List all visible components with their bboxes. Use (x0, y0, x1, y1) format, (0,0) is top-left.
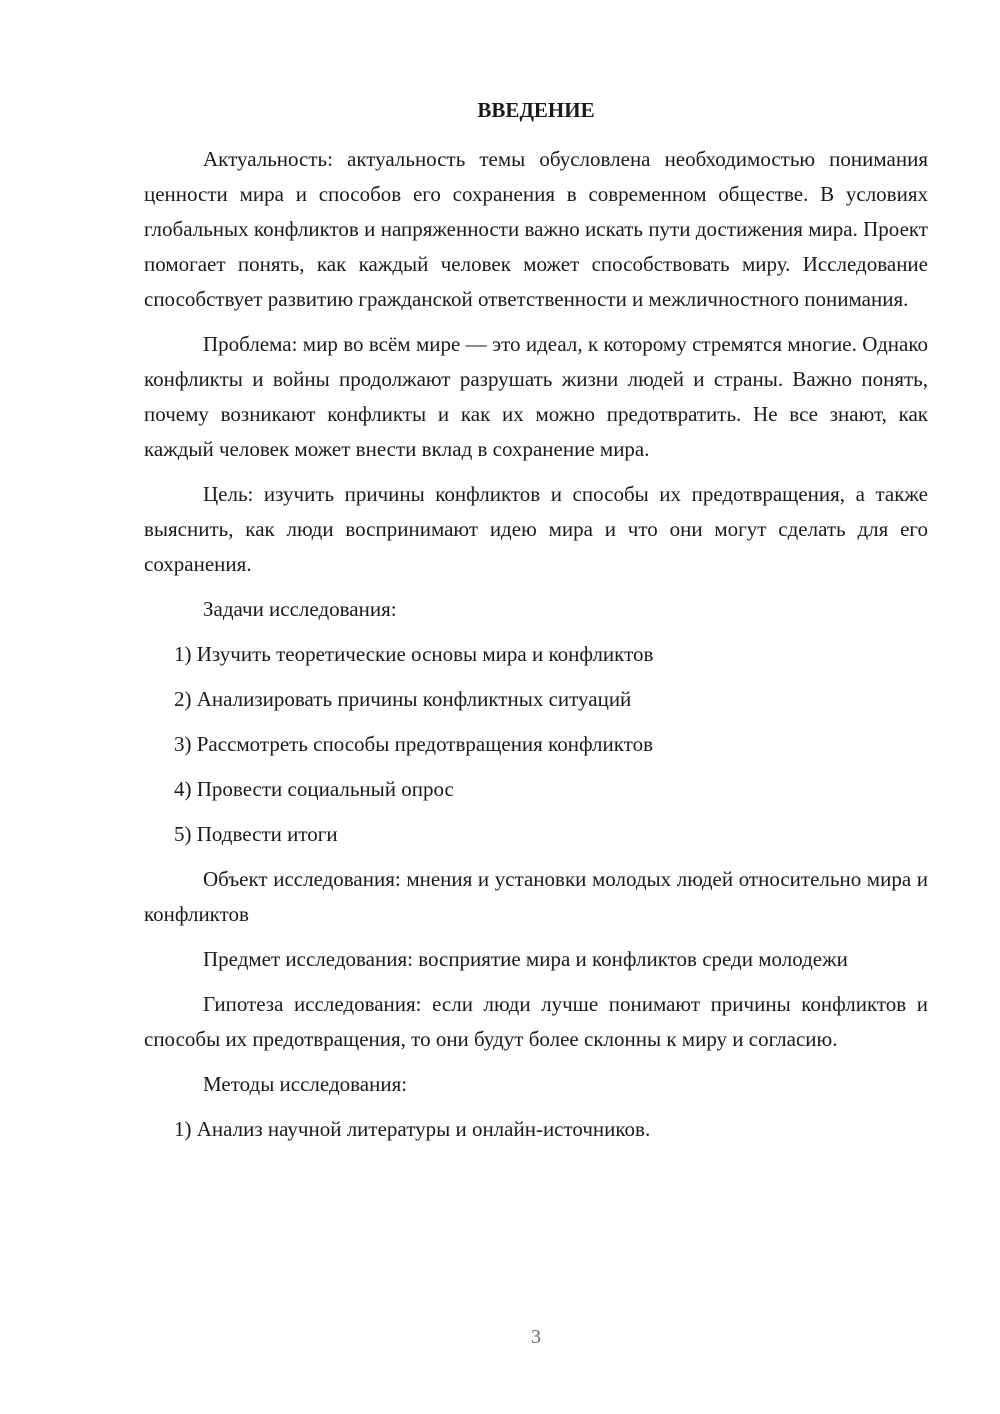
page-content (144, 94, 928, 1157)
object-paragraph: Объект исследования: мнения и установки молодых людей относительно мира и конфликтов (144, 867, 928, 926)
methods-list (144, 1112, 928, 1147)
list-item: 4) Провести социальный опрос (174, 777, 454, 801)
relevance-paragraph: Актуальность: актуальность темы обусловлена необходимостью понимания ценности мира и способов его сохранения в современном обществе. В условиях глобальных конфликтов и напряженности важно искать пути достижения мира. Проект помогает понять, как каждый человек может способствовать миру. Исследование способствует развитию гражданской ответственности и межличностного понимания. (144, 147, 928, 311)
goal-paragraph: Цель: изучить причины конфликтов и способы их предотвращения, а также выяснить, как люди воспринимают идею мира и что они могут сделать для его сохранения. (144, 482, 928, 576)
list-item: 1) Анализ научной литературы и онлайн-источников. (174, 1117, 651, 1141)
list-item: 1) Изучить теоретические основы мира и конфликтов (174, 642, 654, 666)
page-title: ВВЕДЕНИЕ (477, 98, 595, 122)
tasks-list (144, 637, 928, 852)
tasks-label: Задачи исследования: (203, 597, 397, 621)
page-number: 3 (531, 1326, 541, 1348)
list-item: 2) Анализировать причины конфликтных ситуаций (174, 687, 632, 711)
problem-paragraph: Проблема: мир во всём мире — это идеал, к которому стремятся многие. Однако конфликты и войны продолжают разрушать жизни людей и страны. Важно понять, почему возникают конфликты и как их можно предотвратить. Не все знают, как каждый человек может внести вклад в сохранение мира. (144, 332, 928, 461)
hypothesis-paragraph: Гипотеза исследования: если люди лучше понимают причины конфликтов и способы их предотвращения, то они будут более склонны к миру и согласию. (144, 992, 928, 1051)
list-item: 3) Рассмотреть способы предотвращения конфликтов (174, 732, 654, 756)
subject-paragraph: Предмет исследования: восприятие мира и конфликтов среди молодежи (203, 947, 848, 971)
list-item: 5) Подвести итоги (174, 822, 338, 846)
methods-label: Методы исследования: (203, 1072, 408, 1096)
